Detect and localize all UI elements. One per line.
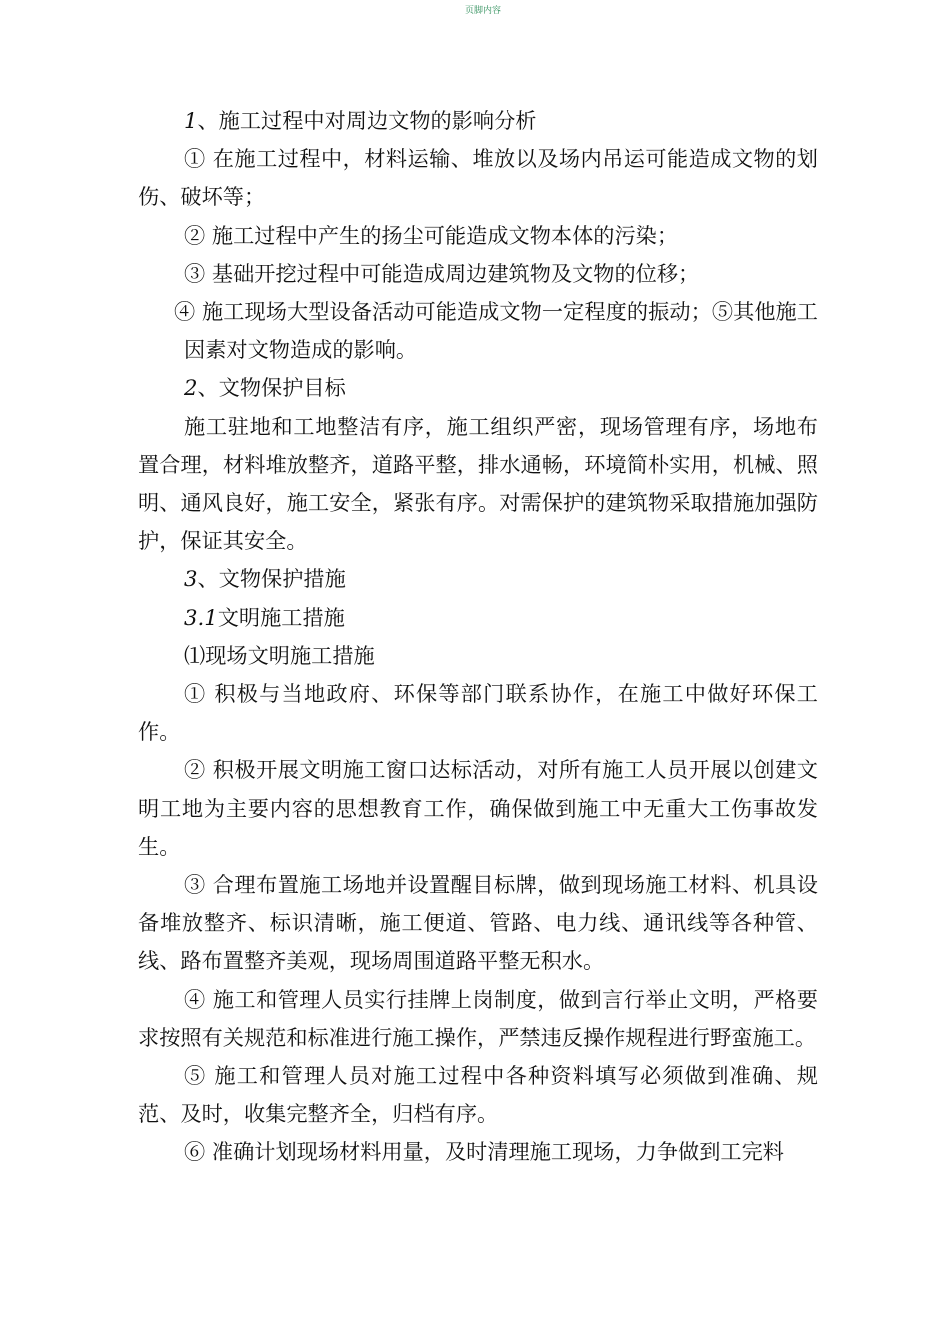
heading-number: 1: [184, 108, 198, 133]
paragraph-item-2: ② 施工过程中产生的扬尘可能造成文物本体的污染；: [184, 222, 679, 248]
heading-text: 文明施工措施: [217, 604, 345, 630]
paragraph-item-3: ③ 基础开挖过程中可能造成周边建筑物及文物的位移；: [184, 260, 700, 286]
paragraph-protection-goal: 施工驻地和工地整洁有序，施工组织严密，现场管理有序，场地布置合理，材料堆放整齐，道路平整，排水通畅，环境简朴实用，机械、照明、通风良好，施工安全，紧张有序。对需保护的建筑物采取措施加强防护，保证其安全。: [138, 413, 818, 554]
heading-protection-goal: [138, 369, 818, 407]
heading-text: 、施工过程中对周边文物的影响分析: [197, 108, 537, 133]
measure-item-5: ⑤ 施工和管理人员对施工过程中各种资料填写必须做到准确、规范、及时，收集完整齐全，归档有序。: [138, 1063, 818, 1127]
heading-number: 2: [184, 375, 198, 401]
heading-protection-measures: [138, 560, 818, 598]
heading-impact-analysis: [138, 102, 818, 140]
page-header: 页脚内容: [465, 6, 502, 16]
document-body: [138, 102, 818, 1172]
heading-number: 3.1: [184, 604, 218, 630]
measure-item-1: ① 积极与当地政府、环保等部门联系协作，在施工中做好环保工作。: [138, 681, 818, 745]
measure-item-2: ② 积极开展文明施工窗口达标活动，对所有施工人员开展以创建文明工地为主要内容的思想教育工作，确保做到施工中无重大工伤事故发生。: [138, 757, 818, 859]
heading-text: 、文物保护目标: [197, 375, 346, 401]
paragraph-item-1: ① 在施工过程中，材料运输、堆放以及场内吊运可能造成文物的划伤、破坏等；: [138, 146, 818, 210]
heading-text: 、文物保护措施: [197, 566, 346, 592]
measure-item-3: ③ 合理布置施工场地并设置醒目标牌，做到现场施工材料、机具设备堆放整齐、标识清晰，施工便道、管路、电力线、通讯线等各种管、线、路布置整齐美观，现场周围道路平整无积水。: [138, 872, 818, 974]
heading-civilized-construction: [138, 599, 818, 637]
subheading-site-measures: ⑴现场文明施工措施: [184, 642, 375, 668]
measure-item-4: ④ 施工和管理人员实行挂牌上岗制度，做到言行举止文明，严格要求按照有关规范和标准进行施工操作，严禁违反操作规程进行野蛮施工。: [138, 986, 818, 1050]
paragraph-item-4-5: ④ 施工现场大型设备活动可能造成文物一定程度的振动；⑤其他施工因素对文物造成的影响。: [174, 299, 818, 363]
heading-number: 3: [184, 566, 198, 592]
measure-item-6: ⑥ 准确计划现场材料用量，及时清理施工现场，力争做到工完料: [184, 1139, 784, 1165]
